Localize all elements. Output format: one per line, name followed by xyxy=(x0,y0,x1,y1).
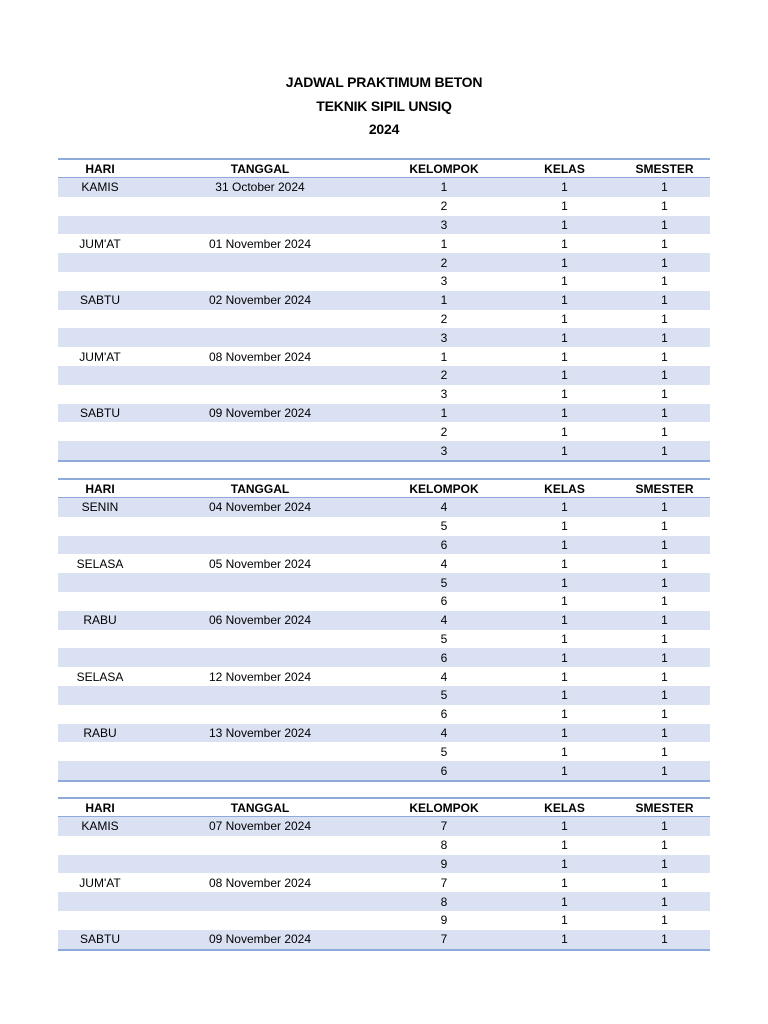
column-header-kelas: KELAS xyxy=(510,479,619,498)
table-row xyxy=(58,573,710,592)
cell-hari: RABU xyxy=(58,611,142,630)
cell-hari: KAMIS xyxy=(58,817,142,836)
table-row xyxy=(58,873,710,892)
cell-smester: 1 xyxy=(661,387,668,402)
column-header-smester: SMESTER xyxy=(619,159,710,178)
cell-hari: RABU xyxy=(58,724,142,743)
cell-kelas: 1 xyxy=(510,178,619,197)
cell-smester: 1 xyxy=(661,274,668,289)
cell-smester: 1 xyxy=(661,519,668,534)
cell-tanggal xyxy=(142,441,378,461)
cell-kelas: 1 xyxy=(510,536,619,555)
cell-kelas: 1 xyxy=(561,838,568,853)
table-row xyxy=(58,234,710,253)
cell-kelompok: 3 xyxy=(440,387,448,402)
cell-hari xyxy=(58,742,142,761)
cell-hari xyxy=(58,310,142,329)
table-row xyxy=(58,686,710,705)
table-row xyxy=(58,592,710,611)
cell-smester: 1 xyxy=(619,855,710,874)
cell-tanggal: 12 November 2024 xyxy=(208,669,312,684)
cell-kelas: 1 xyxy=(510,253,619,272)
cell-kelas: 1 xyxy=(561,556,568,571)
cell-hari xyxy=(58,216,142,235)
cell-kelompok: 3 xyxy=(378,216,510,235)
document-title xyxy=(0,71,768,142)
cell-tanggal: 07 November 2024 xyxy=(142,817,378,836)
cell-kelompok: 7 xyxy=(378,817,510,836)
table-row xyxy=(58,328,710,347)
cell-tanggal: 01 November 2024 xyxy=(208,236,312,251)
table-row xyxy=(58,404,710,423)
cell-hari: KAMIS xyxy=(58,178,142,197)
table-row xyxy=(58,836,710,855)
cell-smester: 1 xyxy=(619,892,710,911)
cell-tanggal xyxy=(142,517,378,536)
column-header-kelompok: KELOMPOK xyxy=(378,798,510,817)
cell-tanggal xyxy=(142,253,378,272)
cell-smester: 1 xyxy=(619,573,710,592)
cell-hari: SABTU xyxy=(58,930,142,950)
table-row xyxy=(58,197,710,216)
cell-smester: 1 xyxy=(619,648,710,667)
table-row xyxy=(58,911,710,930)
cell-kelas: 1 xyxy=(510,761,619,781)
title-line-1: JADWAL PRAKTIMUM BETON xyxy=(285,74,483,90)
table-header-row xyxy=(58,159,710,178)
cell-kelas: 1 xyxy=(510,291,619,310)
cell-kelas: 1 xyxy=(510,328,619,347)
cell-kelas: 1 xyxy=(561,274,568,289)
cell-kelompok: 5 xyxy=(378,573,510,592)
table-row xyxy=(58,855,710,874)
table-row xyxy=(58,441,710,461)
cell-kelas: 1 xyxy=(510,573,619,592)
cell-hari xyxy=(58,592,142,611)
cell-smester: 1 xyxy=(619,498,710,517)
cell-kelompok: 6 xyxy=(440,707,448,722)
cell-kelompok: 6 xyxy=(440,594,448,609)
cell-hari xyxy=(58,422,142,441)
cell-tanggal xyxy=(142,385,378,404)
cell-smester: 1 xyxy=(661,424,668,439)
cell-kelas: 1 xyxy=(510,724,619,743)
table-row xyxy=(58,272,710,291)
cell-smester: 1 xyxy=(661,199,668,214)
cell-hari xyxy=(58,836,142,855)
cell-kelompok: 2 xyxy=(440,424,448,439)
cell-smester: 1 xyxy=(619,253,710,272)
cell-tanggal xyxy=(142,686,378,705)
table-header-row xyxy=(58,479,710,498)
table-row xyxy=(58,724,710,743)
cell-kelompok: 4 xyxy=(378,498,510,517)
table-row xyxy=(58,817,710,836)
cell-smester: 1 xyxy=(661,669,668,684)
cell-kelas: 1 xyxy=(561,707,568,722)
cell-tanggal: 05 November 2024 xyxy=(208,556,312,571)
cell-hari: SENIN xyxy=(58,498,142,517)
cell-kelas: 1 xyxy=(510,366,619,385)
cell-tanggal: 09 November 2024 xyxy=(142,404,378,423)
cell-kelompok: 3 xyxy=(378,328,510,347)
table-row xyxy=(58,667,710,686)
cell-kelas: 1 xyxy=(561,424,568,439)
table-row xyxy=(58,498,710,517)
cell-kelas: 1 xyxy=(510,404,619,423)
cell-kelas: 1 xyxy=(510,817,619,836)
cell-hari xyxy=(58,761,142,781)
cell-smester: 1 xyxy=(619,817,710,836)
cell-tanggal xyxy=(142,892,378,911)
cell-smester: 1 xyxy=(661,875,668,890)
cell-tanggal: 08 November 2024 xyxy=(208,875,312,890)
cell-hari xyxy=(58,197,142,216)
cell-kelompok: 3 xyxy=(378,441,510,461)
cell-smester: 1 xyxy=(619,761,710,781)
cell-kelompok: 8 xyxy=(378,892,510,911)
table-row xyxy=(58,892,710,911)
cell-smester: 1 xyxy=(619,930,710,950)
cell-tanggal: 04 November 2024 xyxy=(142,498,378,517)
cell-hari xyxy=(58,328,142,347)
cell-kelompok: 4 xyxy=(440,556,448,571)
cell-hari: SABTU xyxy=(58,404,142,423)
column-header-hari: HARI xyxy=(58,159,142,178)
title-line-3: 2024 xyxy=(368,121,400,137)
cell-tanggal xyxy=(142,855,378,874)
cell-kelas: 1 xyxy=(561,519,568,534)
cell-tanggal xyxy=(142,216,378,235)
cell-smester: 1 xyxy=(619,216,710,235)
cell-tanggal xyxy=(142,272,378,291)
table-row xyxy=(58,178,710,197)
cell-smester: 1 xyxy=(661,236,668,251)
cell-kelompok: 4 xyxy=(378,724,510,743)
cell-hari xyxy=(58,630,142,649)
cell-tanggal xyxy=(142,648,378,667)
cell-hari xyxy=(58,536,142,555)
cell-kelas: 1 xyxy=(510,648,619,667)
cell-kelompok: 5 xyxy=(378,686,510,705)
cell-tanggal xyxy=(142,592,378,611)
cell-kelompok: 9 xyxy=(440,913,448,928)
cell-hari xyxy=(58,253,142,272)
cell-kelas: 1 xyxy=(561,349,568,364)
cell-kelompok: 6 xyxy=(378,648,510,667)
table-row xyxy=(58,216,710,235)
cell-kelompok: 4 xyxy=(378,611,510,630)
cell-hari xyxy=(58,441,142,461)
table-row xyxy=(58,648,710,667)
column-header-kelas: KELAS xyxy=(510,159,619,178)
cell-tanggal xyxy=(142,310,378,329)
cell-smester: 1 xyxy=(619,328,710,347)
title-line-2: TEKNIK SIPIL UNSIQ xyxy=(316,97,452,114)
cell-tanggal: 31 October 2024 xyxy=(142,178,378,197)
cell-tanggal xyxy=(142,911,378,930)
cell-kelas: 1 xyxy=(510,855,619,874)
cell-kelas: 1 xyxy=(561,594,568,609)
cell-tanggal: 06 November 2024 xyxy=(142,611,378,630)
table-row xyxy=(58,761,710,781)
cell-smester: 1 xyxy=(661,631,668,646)
cell-hari: SELASA xyxy=(76,556,124,571)
cell-smester: 1 xyxy=(661,349,668,364)
schedule-table-1 xyxy=(58,158,710,462)
cell-smester: 1 xyxy=(619,404,710,423)
cell-hari xyxy=(58,272,142,291)
cell-tanggal xyxy=(142,705,378,724)
cell-kelompok: 6 xyxy=(378,536,510,555)
cell-hari xyxy=(58,705,142,724)
cell-kelompok: 5 xyxy=(440,519,448,534)
column-header-smester: SMESTER xyxy=(619,479,710,498)
table-row xyxy=(58,366,710,385)
column-header-hari: HARI xyxy=(58,479,142,498)
table-row xyxy=(58,253,710,272)
table-row xyxy=(58,536,710,555)
table-row xyxy=(58,742,710,761)
cell-kelompok: 1 xyxy=(378,291,510,310)
cell-smester: 1 xyxy=(661,556,668,571)
cell-kelas: 1 xyxy=(510,611,619,630)
cell-kelompok: 6 xyxy=(378,761,510,781)
table-row xyxy=(58,517,710,536)
cell-kelompok: 4 xyxy=(440,669,448,684)
cell-smester: 1 xyxy=(619,178,710,197)
cell-hari xyxy=(58,892,142,911)
cell-kelas: 1 xyxy=(561,311,568,326)
schedule-table-2 xyxy=(58,478,710,782)
cell-hari xyxy=(58,911,142,930)
cell-kelompok: 5 xyxy=(440,744,448,759)
cell-tanggal xyxy=(142,366,378,385)
cell-kelompok: 2 xyxy=(440,199,448,214)
cell-kelompok: 5 xyxy=(440,631,448,646)
cell-tanggal: 09 November 2024 xyxy=(142,930,378,950)
cell-kelompok: 2 xyxy=(378,366,510,385)
cell-hari xyxy=(58,648,142,667)
column-header-kelompok: KELOMPOK xyxy=(378,159,510,178)
cell-kelas: 1 xyxy=(561,913,568,928)
cell-smester: 1 xyxy=(619,536,710,555)
cell-smester: 1 xyxy=(661,838,668,853)
table-row xyxy=(58,310,710,329)
cell-kelompok: 2 xyxy=(378,253,510,272)
cell-smester: 1 xyxy=(661,913,668,928)
cell-tanggal: 02 November 2024 xyxy=(142,291,378,310)
cell-kelas: 1 xyxy=(561,199,568,214)
column-header-kelas: KELAS xyxy=(510,798,619,817)
column-header-tanggal: TANGGAL xyxy=(142,159,378,178)
cell-kelompok: 7 xyxy=(440,875,448,890)
cell-hari: JUM'AT xyxy=(79,236,121,251)
cell-tanggal xyxy=(142,630,378,649)
cell-kelompok: 8 xyxy=(440,838,448,853)
column-header-hari: HARI xyxy=(58,798,142,817)
cell-smester: 1 xyxy=(661,744,668,759)
cell-hari: JUM'AT xyxy=(79,349,121,364)
column-header-smester: SMESTER xyxy=(619,798,710,817)
table-row xyxy=(58,630,710,649)
cell-smester: 1 xyxy=(619,291,710,310)
schedule-table-3 xyxy=(58,797,710,951)
cell-tanggal xyxy=(142,761,378,781)
cell-kelompok: 3 xyxy=(440,274,448,289)
cell-kelompok: 1 xyxy=(440,236,448,251)
cell-smester: 1 xyxy=(661,707,668,722)
cell-kelas: 1 xyxy=(561,631,568,646)
cell-hari: SABTU xyxy=(58,291,142,310)
cell-hari xyxy=(58,573,142,592)
cell-hari: SELASA xyxy=(76,669,124,684)
table-row xyxy=(58,611,710,630)
cell-hari xyxy=(58,385,142,404)
column-header-tanggal: TANGGAL xyxy=(142,479,378,498)
cell-smester: 1 xyxy=(619,724,710,743)
table-row xyxy=(58,291,710,310)
cell-hari xyxy=(58,855,142,874)
cell-tanggal xyxy=(142,422,378,441)
cell-tanggal xyxy=(142,536,378,555)
cell-tanggal xyxy=(142,197,378,216)
table-row xyxy=(58,422,710,441)
cell-tanggal xyxy=(142,573,378,592)
cell-hari xyxy=(58,366,142,385)
cell-tanggal xyxy=(142,328,378,347)
cell-tanggal: 08 November 2024 xyxy=(208,349,312,364)
cell-smester: 1 xyxy=(619,441,710,461)
cell-kelas: 1 xyxy=(561,875,568,890)
cell-hari: JUM'AT xyxy=(79,875,121,890)
cell-hari xyxy=(58,517,142,536)
cell-kelas: 1 xyxy=(510,216,619,235)
cell-kelas: 1 xyxy=(510,441,619,461)
column-header-tanggal: TANGGAL xyxy=(142,798,378,817)
cell-kelompok: 7 xyxy=(378,930,510,950)
column-header-kelompok: KELOMPOK xyxy=(378,479,510,498)
cell-kelompok: 1 xyxy=(440,349,448,364)
cell-smester: 1 xyxy=(661,311,668,326)
cell-kelas: 1 xyxy=(561,744,568,759)
table-row xyxy=(58,554,710,573)
table-header-row xyxy=(58,798,710,817)
cell-kelas: 1 xyxy=(561,387,568,402)
cell-hari xyxy=(58,686,142,705)
cell-kelompok: 1 xyxy=(378,404,510,423)
table-row xyxy=(58,930,710,950)
cell-kelas: 1 xyxy=(561,236,568,251)
cell-tanggal xyxy=(142,836,378,855)
cell-tanggal: 13 November 2024 xyxy=(142,724,378,743)
cell-smester: 1 xyxy=(661,594,668,609)
cell-kelas: 1 xyxy=(561,669,568,684)
table-row xyxy=(58,385,710,404)
cell-kelompok: 9 xyxy=(378,855,510,874)
cell-kelas: 1 xyxy=(510,686,619,705)
table-row xyxy=(58,705,710,724)
cell-kelas: 1 xyxy=(510,892,619,911)
cell-kelas: 1 xyxy=(510,498,619,517)
cell-smester: 1 xyxy=(619,611,710,630)
cell-kelompok: 1 xyxy=(378,178,510,197)
cell-smester: 1 xyxy=(619,686,710,705)
table-row xyxy=(58,347,710,366)
cell-kelas: 1 xyxy=(510,930,619,950)
cell-tanggal xyxy=(142,742,378,761)
cell-smester: 1 xyxy=(619,366,710,385)
cell-kelompok: 2 xyxy=(440,311,448,326)
